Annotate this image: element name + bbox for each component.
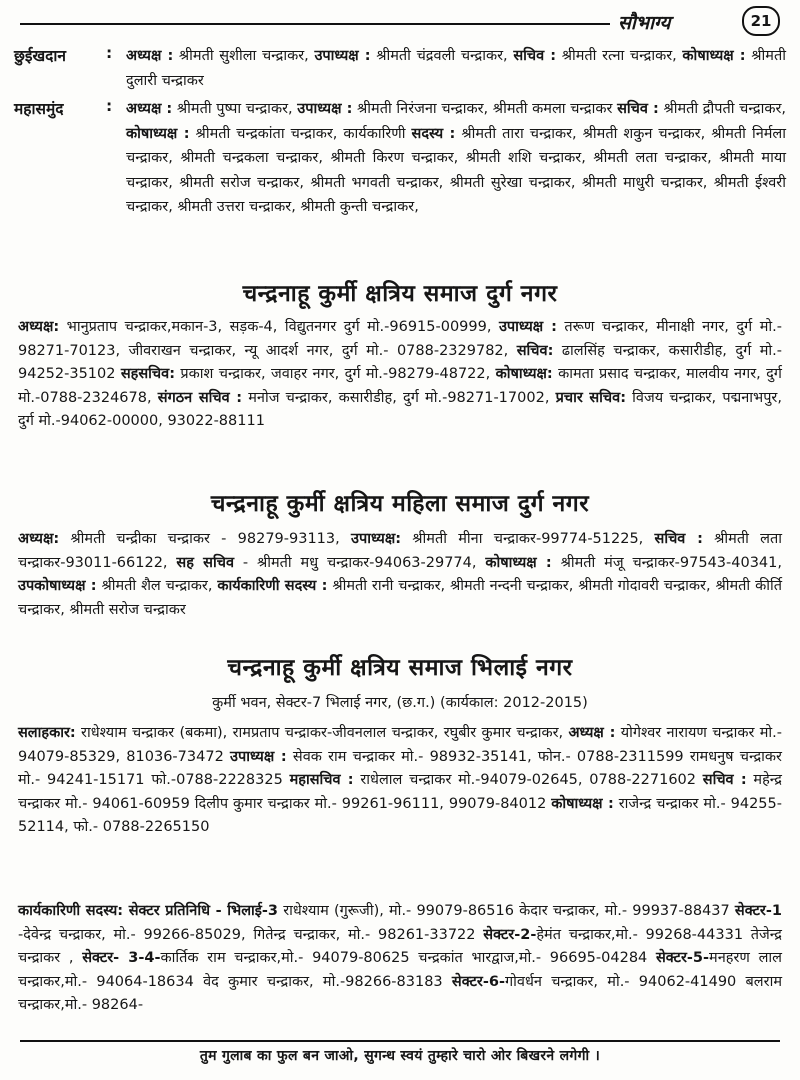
- member-text: प्रकाश चन्द्राकर, जवाहर नगर, दुर्ग मो.-98279-48722,: [175, 366, 496, 383]
- bhilai-officers: [18, 722, 782, 840]
- footer-quote: तुम गुलाब का फुल बन जाओ, सुगन्ध स्वयं तुम्हारे चारो ओर बिखरने लगेगी ।: [199, 1048, 601, 1064]
- header-rule: [20, 23, 610, 25]
- role-label: कोषाध्यक्ष :: [126, 125, 190, 142]
- member-text: योगेश्वर नारायण चन्द्राकर मो.- 94079-85329, 81036-73472: [18, 725, 783, 765]
- member-text: राजेन्द्र चन्द्राकर मो.- 94255-52114, फो.- 0788-2265150: [18, 795, 782, 836]
- member-text: मनहरण लाल चन्द्राकर,मो.- 94064-18634 वेद कुमार चन्द्राकर, मो.-98266-83183: [18, 950, 782, 990]
- role-label: अध्यक्ष:: [18, 531, 60, 547]
- member-text: -देवेन्द्र चन्द्राकर, मो.- 99266-85029, गितेन्द्र चन्द्राकर, मो.- 98261-33722: [18, 926, 484, 943]
- role-label: सेक्टर-6-: [451, 973, 505, 990]
- role-label: सेक्टर- 3-4-: [82, 950, 161, 967]
- role-label: सलाहकार:: [18, 725, 76, 741]
- member-text: श्रीमती रानी चन्द्राकर, श्रीमती नन्दनी चन्द्राकर, श्रीमती गोदावरी चन्द्राकर, श्रीमती कीर्ति चन्द्राकर, श्रीमती सरोज चन्द्राकर: [18, 578, 782, 618]
- role-label: अध्यक्ष :: [568, 725, 616, 741]
- role-label: उपाध्यक्ष :: [498, 319, 557, 335]
- role-label: सदस्य :: [411, 125, 456, 142]
- role-label: कोषाध्यक्ष :: [485, 554, 552, 571]
- role-label: कोषाध्यक्ष :: [551, 795, 614, 812]
- role-label: अध्यक्ष :: [126, 48, 174, 64]
- role-label: उपाध्यक्ष :: [230, 748, 287, 765]
- role-label: सचिव :: [617, 101, 659, 117]
- role-label: कोषाध्यक्ष:: [495, 366, 553, 383]
- role-label: उपाध्यक्ष:: [351, 531, 402, 547]
- district-chhuikhadan: [14, 44, 787, 94]
- role-label: प्रचार सचिव:: [555, 389, 626, 406]
- member-text: श्रीमती लता चन्द्राकर-93011-66122,: [18, 531, 782, 571]
- district-mahasamund: [14, 97, 787, 273]
- member-text: राधेश्याम चन्द्राकर (बकमा), रामप्रताप चन्द्राकर-जीवनलाल चन्द्राकर, रघुबीर कुमार चन्द्राकर,: [75, 725, 569, 741]
- role-label: सचिव:: [516, 342, 554, 359]
- role-label: अध्यक्ष:: [18, 319, 60, 335]
- member-text: श्रीमती पुष्पा चन्द्राकर,: [172, 101, 298, 117]
- role-label: अध्यक्ष :: [126, 101, 173, 117]
- role-label: कोषाध्यक्ष :: [682, 48, 746, 64]
- durg-mahila-members: [18, 528, 782, 622]
- member-text: श्रीमती सुशीला चन्द्राकर,: [173, 48, 315, 64]
- member-text: राधेलाल चन्द्राकर मो.-94079-02645, 0788-2271602: [353, 772, 703, 789]
- district-colon: :: [106, 97, 113, 115]
- role-label: सेक्टर-5-: [655, 950, 710, 967]
- role-label: सेक्टर-2-: [483, 926, 537, 943]
- district-name: महासमुंद: [14, 100, 64, 118]
- member-text: श्रीमती निरंजना चन्द्राकर, श्रीमती कमला चन्द्राकर: [352, 101, 618, 117]
- role-label: सहसचिव:: [120, 366, 175, 383]
- district-name: छुईखदान: [14, 47, 67, 65]
- district-members: [126, 44, 786, 93]
- role-label: सचिव :: [702, 772, 747, 789]
- member-text: श्रीमती मीना चन्द्राकर-99774-51225,: [401, 531, 655, 547]
- page-number: 21: [742, 6, 780, 36]
- member-text: भानुप्रताप चन्द्राकर,मकान-3, सड़क-4, विद्युतनगर दुर्ग मो.-96915-00999,: [59, 319, 499, 335]
- member-text: श्रीमती चन्द्रीका चन्द्राकर - 98279-93113,: [59, 531, 352, 547]
- section-title-bhilai-samaj: चन्द्रनाहू कुर्मी क्षत्रिय समाज भिलाई नगर: [227, 655, 573, 681]
- role-label: कार्यकारिणी सदस्य: सेक्टर प्रतिनिधि - भिलाई-3: [18, 903, 279, 919]
- member-text: श्रीमती द्रौपती चन्द्राकर,: [658, 101, 786, 117]
- role-label: सह सचिव: [176, 554, 235, 571]
- member-text: श्रीमती चन्द्रकांता चन्द्राकर, कार्यकारिणी: [189, 125, 412, 142]
- section-title-durg-mahila: चन्द्रनाहू कुर्मी क्षत्रिय महिला समाज दुर्ग नगर: [210, 491, 590, 517]
- member-text: ढालसिंह चन्द्राकर, कसारीडीह, दुर्ग मो.- 94252-35102: [18, 342, 782, 383]
- member-text: महेन्द्र चन्द्राकर मो.- 94061-60959 दिलीप कुमार चन्द्राकर मो.- 99261-96111, 99079-84012: [18, 772, 782, 812]
- section-subtitle-bhilai: कुर्मी भवन, सेक्टर-7 भिलाई नगर, (छ.ग.) (कार्यकाल: 2012-2015): [212, 695, 588, 711]
- member-text: गोवर्धन चन्द्राकर, मो.- 94062-41490 बलराम चन्द्राकर,मो.- 98264-: [18, 973, 782, 1014]
- member-text: श्रीमती दुलारी चन्द्राकर: [126, 48, 787, 89]
- member-text: श्रीमती शैल चन्द्राकर,: [96, 578, 218, 595]
- member-text: - श्रीमती मधु चन्द्राकर-94063-29774,: [234, 554, 486, 571]
- section-title-durg-samaj: चन्द्रनाहू कुर्मी क्षत्रिय समाज दुर्ग नगर: [242, 281, 558, 307]
- role-label: सचिव :: [654, 531, 703, 547]
- role-label: उपाध्यक्ष :: [297, 101, 353, 117]
- member-text: श्रीमती मंजू चन्द्राकर-97543-40341,: [551, 554, 782, 571]
- member-text: कामता प्रसाद चन्द्राकर, मालवीय नगर, दुर्ग मो.-0788-2324678,: [18, 366, 782, 406]
- member-text: तरूण चन्द्राकर, मीनाक्षी नगर, दुर्ग मो.- 98271-70123, जीवराखन चन्द्राकर, न्यू आदर्श नगर, दुर्ग मो.- 0788-2329782,: [18, 319, 782, 359]
- role-label: उपकोषाध्यक्ष :: [18, 578, 97, 595]
- footer-rule: [20, 1040, 780, 1042]
- member-text: श्रीमती तारा चन्द्राकर, श्रीमती शकुन चन्द्राकर, श्रीमती निर्मला चन्द्राकर, श्रीमती चन्द्रकला चन्द्राकर, श्रीमती किरण चन्द्राकर, श्रीमती शशि चन्द्राकर, श्रीमती लता चन्द्राकर, श्रीमती माया चन्द्राकर, श्रीमती सरोज चन्द्राकर, श्रीमती भगवती चन्द्राकर, श्रीमती सुरेखा चन्द्राकर, श्रीमती माधुरी चन्द्राकर, श्रीमती ईश्वरी चन्द्राकर, श्रीमती उत्तरा चन्द्राकर, श्रीमती कुन्ती चन्द्राकर,: [126, 125, 787, 215]
- member-text: श्रीमती चंद्रवली चन्द्राकर,: [370, 48, 514, 64]
- member-text: मनोज चन्द्राकर, कसारीडीह, दुर्ग मो.-98271-17002,: [242, 389, 556, 406]
- page-header: [20, 4, 790, 42]
- member-text: श्रीमती रत्ना चन्द्राकर,: [556, 48, 683, 64]
- role-label: संगठन सचिव :: [157, 389, 243, 406]
- member-text: सेवक राम चन्द्राकर मो.- 98932-35141, फोन.- 0788-2311599 रामधनुष चन्द्राकर मो.- 94241-15171 फो.-0788-2228325: [18, 748, 782, 789]
- bhilai-executive-members: [18, 900, 782, 1018]
- member-text: विजय चन्द्राकर, पद्मनाभपुर, दुर्ग मो.-94062-00000, 93022-88111: [18, 389, 782, 430]
- district-members: [126, 97, 786, 220]
- role-label: कार्यकारिणी सदस्य :: [217, 578, 328, 595]
- district-colon: :: [106, 44, 113, 62]
- role-label: महासचिव :: [289, 772, 354, 789]
- member-text: हेमंत चन्द्राकर,मो.- 99268-44331 तेजेन्द्र चन्द्राकर ,: [18, 926, 782, 967]
- role-label: उपाध्यक्ष :: [314, 48, 371, 64]
- magazine-title: सौभाग्य: [618, 12, 671, 34]
- member-text: कार्तिक राम चन्द्राकर,मो.- 94079-80625 चन्द्रकांत भारद्वाज,मो.- 96695-04284: [160, 950, 656, 967]
- member-text: राधेश्याम (गुरूजी), मो.- 99079-86516 केदार चन्द्राकर, मो.- 99937-88437: [278, 903, 735, 919]
- role-label: सेक्टर-1: [734, 903, 782, 919]
- role-label: सचिव :: [513, 48, 557, 64]
- durg-samaj-members: [18, 316, 782, 434]
